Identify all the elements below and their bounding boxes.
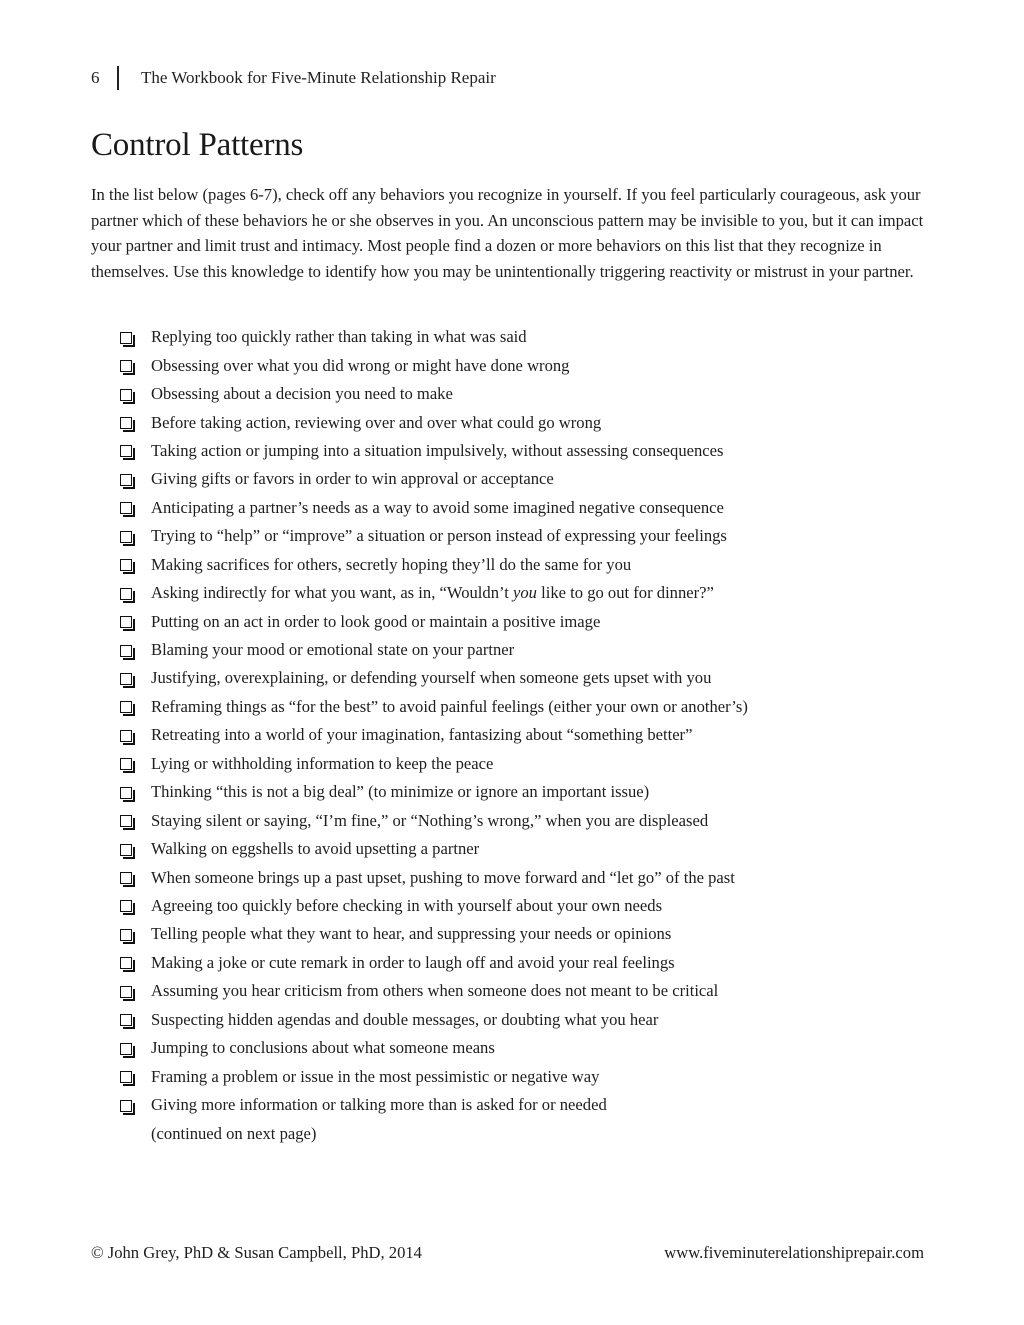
checklist-item bbox=[120, 323, 748, 351]
checklist-item-label: Telling people what they want to hear, and suppressing your needs or opinions bbox=[151, 924, 672, 944]
checklist-item-label: Framing a problem or issue in the most pessimistic or negative way bbox=[151, 1066, 600, 1086]
checkbox-icon[interactable] bbox=[120, 872, 132, 884]
checklist-item-label: Before taking action, reviewing over and over what could go wrong bbox=[151, 412, 602, 432]
checklist-item-label: Putting on an act in order to look good or maintain a positive image bbox=[151, 611, 601, 631]
checklist-item bbox=[120, 522, 748, 550]
page-title: Control Patterns bbox=[91, 127, 304, 163]
checklist-item bbox=[120, 949, 748, 977]
checklist-item-label: Agreeing too quickly before checking in with yourself about your own needs bbox=[151, 895, 663, 915]
checklist-item bbox=[120, 806, 748, 834]
checkbox-icon[interactable] bbox=[120, 1071, 132, 1083]
checklist-item bbox=[120, 351, 748, 379]
control-patterns-checklist bbox=[120, 323, 748, 1119]
checklist-item-label: Lying or withholding information to keep the peace bbox=[151, 753, 494, 773]
checklist-item-label: Giving more information or talking more than is asked for or needed bbox=[151, 1095, 607, 1115]
checklist-item-label: Walking on eggshells to avoid upsetting a partner bbox=[151, 839, 480, 859]
checklist-item bbox=[120, 380, 748, 408]
checkbox-icon[interactable] bbox=[120, 957, 132, 969]
checklist-item-label: Taking action or jumping into a situation impulsively, without assessing consequences bbox=[151, 440, 724, 460]
checklist-item-emphasis: you bbox=[512, 583, 537, 603]
checklist-item bbox=[120, 1006, 748, 1034]
checkbox-icon[interactable] bbox=[120, 389, 132, 401]
checkbox-icon[interactable] bbox=[120, 559, 132, 571]
checklist-item-label: Reframing things as “for the best” to avoid painful feelings (either your own or another’s) bbox=[151, 696, 748, 716]
checklist-item-label: Thinking “this is not a big deal” (to minimize or ignore an important issue) bbox=[151, 782, 650, 802]
checklist-item bbox=[120, 494, 748, 522]
checklist-item-label-part: Asking indirectly for what you want, as in, “Wouldn’t bbox=[151, 583, 513, 603]
checklist-item-label: Obsessing over what you did wrong or might have done wrong bbox=[151, 355, 570, 375]
checklist-item bbox=[120, 892, 748, 920]
checkbox-icon[interactable] bbox=[120, 701, 132, 713]
checkbox-icon[interactable] bbox=[120, 787, 132, 799]
checklist-item bbox=[120, 750, 748, 778]
checklist-item bbox=[120, 551, 748, 579]
checklist-item bbox=[120, 437, 748, 465]
checklist-item bbox=[120, 607, 748, 635]
checklist-item-label: Blaming your mood or emotional state on your partner bbox=[151, 640, 515, 660]
checkbox-icon[interactable] bbox=[120, 332, 132, 344]
checklist-item-label: When someone brings up a past upset, pushing to move forward and “let go” of the past bbox=[151, 867, 735, 887]
checkbox-icon[interactable] bbox=[120, 900, 132, 912]
running-head bbox=[91, 66, 496, 90]
checklist-item-label: Suspecting hidden agendas and double messages, or doubting what you hear bbox=[151, 1009, 659, 1029]
checklist-item bbox=[120, 863, 748, 891]
checkbox-icon[interactable] bbox=[120, 844, 132, 856]
checkbox-icon[interactable] bbox=[120, 673, 132, 685]
checklist-item-label: Trying to “help” or “improve” a situation or person instead of expressing your feelings bbox=[151, 526, 727, 546]
checkbox-icon[interactable] bbox=[120, 986, 132, 998]
checklist-item bbox=[120, 636, 748, 664]
checklist-item bbox=[120, 835, 748, 863]
checklist-item bbox=[120, 1091, 748, 1119]
checklist-item-label: Staying silent or saying, “I’m fine,” or “Nothing’s wrong,” when you are displeased bbox=[151, 810, 709, 830]
checkbox-icon[interactable] bbox=[120, 730, 132, 742]
checkbox-icon[interactable] bbox=[120, 445, 132, 457]
checklist-item bbox=[120, 465, 748, 493]
header-divider bbox=[117, 66, 119, 90]
checklist-item bbox=[120, 1062, 748, 1090]
checkbox-icon[interactable] bbox=[120, 929, 132, 941]
checkbox-icon[interactable] bbox=[120, 417, 132, 429]
checkbox-icon[interactable] bbox=[120, 360, 132, 372]
checkbox-icon[interactable] bbox=[120, 588, 132, 600]
checklist-item bbox=[120, 721, 748, 749]
checklist-item-label: Retreating into a world of your imagination, fantasizing about “something better” bbox=[151, 725, 693, 745]
checklist-item-label-part: like to go out for dinner?” bbox=[536, 583, 714, 603]
checklist-item bbox=[120, 977, 748, 1005]
checklist-item-label: Anticipating a partner’s needs as a way to avoid some imagined negative consequence bbox=[151, 497, 724, 517]
page-number: 6 bbox=[91, 68, 100, 87]
checkbox-icon[interactable] bbox=[120, 1100, 132, 1112]
checklist-item-label: Making sacrifices for others, secretly hoping they’ll do the same for you bbox=[151, 554, 632, 574]
checkbox-icon[interactable] bbox=[120, 502, 132, 514]
checkbox-icon[interactable] bbox=[120, 1043, 132, 1055]
continued-note: (continued on next page) bbox=[151, 1124, 317, 1143]
checklist-item-label: Obsessing about a decision you need to make bbox=[151, 384, 453, 404]
checkbox-icon[interactable] bbox=[120, 1014, 132, 1026]
checklist-item-label: Making a joke or cute remark in order to laugh off and avoid your real feelings bbox=[151, 952, 675, 972]
checklist-item-label: Justifying, overexplaining, or defending yourself when someone gets upset with you bbox=[151, 668, 712, 688]
footer-copyright: © John Grey, PhD & Susan Campbell, PhD, 2014 bbox=[91, 1243, 422, 1262]
checkbox-icon[interactable] bbox=[120, 616, 132, 628]
checklist-item bbox=[120, 920, 748, 948]
checklist-item bbox=[120, 778, 748, 806]
checklist-item bbox=[120, 1034, 748, 1062]
checkbox-icon[interactable] bbox=[120, 815, 132, 827]
checkbox-icon[interactable] bbox=[120, 758, 132, 770]
checkbox-icon[interactable] bbox=[120, 645, 132, 657]
checkbox-icon[interactable] bbox=[120, 531, 132, 543]
checklist-item-label: Giving gifts or favors in order to win approval or acceptance bbox=[151, 469, 554, 489]
checklist-item bbox=[120, 664, 748, 692]
checklist-item bbox=[120, 693, 748, 721]
intro-paragraph: In the list below (pages 6-7), check off any behaviors you recognize in yourself. If you feel particularly courageous, ask your partner which of these behaviors he or she observes in you. An unconscious pattern may be invisible to you, but it can impact your partner and limit trust and intimacy. Most people find a dozen or more behaviors on this list that they recognize in themselves. Use this knowledge to identify how you may be unintentionally triggering reactivity or mistrust in your partner. bbox=[91, 185, 924, 281]
checklist-item bbox=[120, 579, 748, 607]
book-title: The Workbook for Five-Minute Relationship Repair bbox=[141, 68, 496, 87]
checklist-item-label bbox=[151, 583, 714, 603]
checklist-item-label: Replying too quickly rather than taking in what was said bbox=[151, 327, 527, 347]
checklist-item bbox=[120, 408, 748, 436]
checkbox-icon[interactable] bbox=[120, 474, 132, 486]
checklist-item-label: Assuming you hear criticism from others when someone does not meant to be critical bbox=[151, 981, 719, 1001]
footer-website: www.fiveminuterelationshiprepair.com bbox=[664, 1243, 924, 1262]
checklist-item-label: Jumping to conclusions about what someone means bbox=[151, 1038, 495, 1058]
